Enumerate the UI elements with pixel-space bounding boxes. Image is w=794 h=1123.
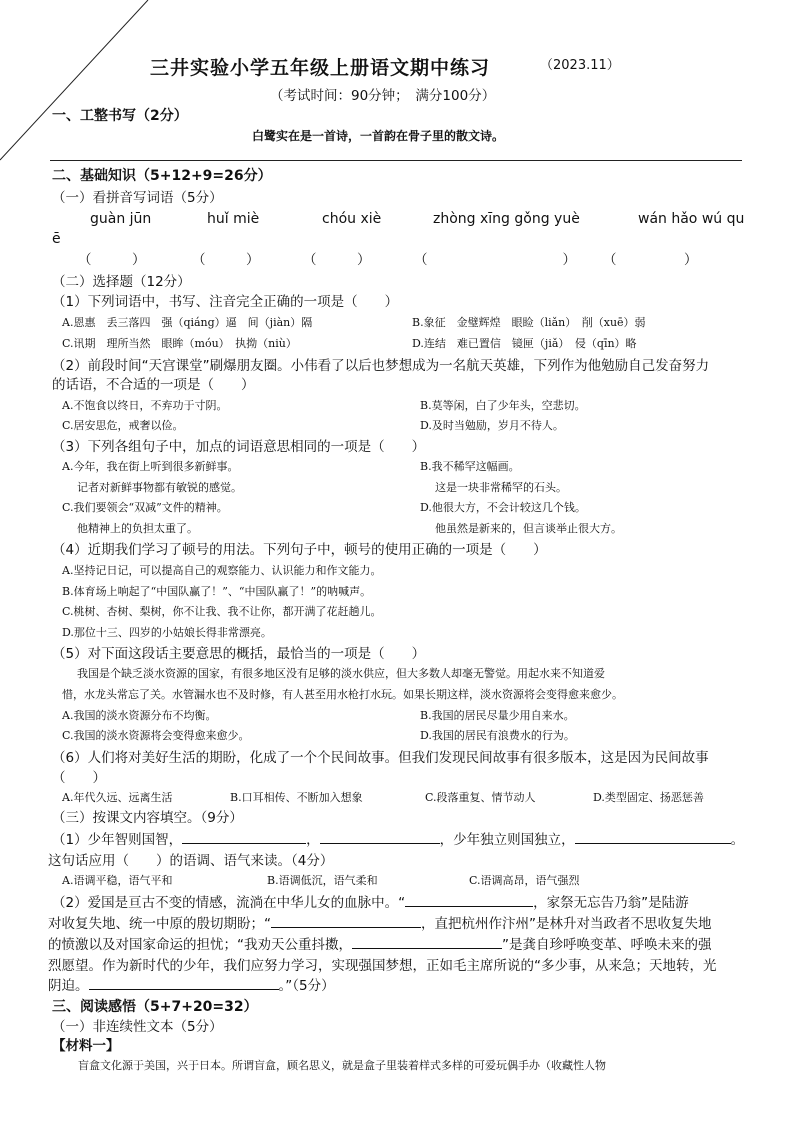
fill-blank-7[interactable] bbox=[89, 976, 279, 990]
q2-option-c[interactable]: C.居安思危，戒奢以俭。 bbox=[62, 419, 184, 432]
pinyin-wrap: ē bbox=[52, 231, 61, 247]
q4-stem: （4）近期我们学习了顿号的用法。下列句子中，顿号的使用正确的一项是（ ） bbox=[52, 542, 547, 558]
fill-blank-5[interactable] bbox=[271, 914, 421, 928]
pinyin-3: chóu xiè bbox=[322, 211, 382, 227]
part1-heading: 一、工整书写（2分） bbox=[52, 108, 188, 124]
sec1-heading: （一）看拼音写词语（5分） bbox=[52, 190, 223, 206]
q6-option-b[interactable]: B.口耳相传、不断加入想象 bbox=[230, 791, 363, 804]
fill-q1-line2: 这句话应用（ ）的语调、语气来读。（4分） bbox=[48, 853, 334, 869]
fill-q2-line4: 烈愿望。作为新时代的少年，我们应努力学习，实现强国梦想，正如毛主席所说的“多少事，从来急；天地转，光 bbox=[48, 958, 717, 974]
fill-q1-text-c: ，少年独立则国独立， bbox=[439, 832, 575, 848]
answer-paren-4[interactable]: （ ） bbox=[414, 252, 576, 268]
fill-blank-6[interactable] bbox=[352, 935, 502, 949]
sec3-heading: （三）按课文内容填空。（9分） bbox=[52, 810, 243, 826]
q5-stem: （5）对下面这段话主要意思的概括，最恰当的一项是（ ） bbox=[52, 646, 426, 662]
part2-heading: 二、基础知识（5+12+9=26分） bbox=[52, 168, 272, 184]
q1-stem: （1）下列词语中，书写、注音完全正确的一项是（ ） bbox=[52, 294, 399, 310]
q4-option-c[interactable]: C.桃树、杏树、梨树，你不让我、我不让你，都开满了花赶趟儿。 bbox=[62, 605, 382, 618]
q1-option-c[interactable]: C.讯期 理所当然 眼眸（móu） 执拗（niù） bbox=[62, 337, 297, 350]
q6-option-c[interactable]: C.段落重复、情节动人 bbox=[425, 791, 536, 804]
fill-blank-2[interactable] bbox=[320, 830, 440, 844]
q6-option-a[interactable]: A.年代久远、远离生活 bbox=[62, 791, 173, 804]
pinyin-1: guàn jūn bbox=[90, 211, 152, 227]
fill-q2-text-g: 阴迫。 bbox=[48, 978, 89, 994]
fill-q1-option-a[interactable]: A.语调平稳，语气平和 bbox=[62, 874, 173, 887]
fill-blank-1[interactable] bbox=[182, 830, 306, 844]
q3-option-c-line1[interactable]: C.我们要领会“双减”文件的精神。 bbox=[62, 501, 228, 514]
material-label: 【材料一】 bbox=[52, 1038, 120, 1054]
q4-option-a[interactable]: A.坚持记日记，可以提高自己的观察能力、认识能力和作文能力。 bbox=[62, 564, 382, 577]
sec2-heading: （二）选择题（12分） bbox=[52, 274, 191, 290]
fill-q2-line5 bbox=[48, 976, 335, 996]
q6-stem-line1: （6）人们将对美好生活的期盼，化成了一个个民间故事。但我们发现民间故事有很多版本，这是因为民间故事 bbox=[52, 750, 709, 766]
fill-q1-text-d: 。 bbox=[730, 832, 745, 848]
fill-q2-text-d: ，直把杭州作汴州”是林升对当政者不思收复失地 bbox=[421, 916, 712, 932]
fill-blank-4[interactable] bbox=[405, 893, 533, 907]
part3-sec1-heading: （一）非连续性文本（5分） bbox=[52, 1019, 223, 1035]
q5-option-a[interactable]: A.我国的淡水资源分布不均衡。 bbox=[62, 709, 217, 722]
corner-diagonal-line bbox=[0, 0, 160, 170]
q5-passage-line2: 惜，水龙头常忘了关。水管漏水也不及时修，有人甚至用水枪打水玩。如果长期这样，淡水资源将会变得愈来愈少。 bbox=[62, 688, 623, 701]
exam-subtitle: （考试时间：90分钟； 满分100分） bbox=[270, 88, 496, 104]
fill-q2-text-b: ，家祭无忘告乃翁”是陆游 bbox=[533, 895, 689, 911]
q1-option-a[interactable]: A.恩惠 丢三落四 强（qiáng）逼 间（jiàn）隔 bbox=[62, 316, 313, 329]
q4-option-b[interactable]: B.体育场上响起了“中国队赢了！”、“中国队赢了！”的呐喊声。 bbox=[62, 585, 372, 598]
q2-option-a[interactable]: A.不饱食以终日，不弃功于寸阴。 bbox=[62, 399, 228, 412]
fill-q2-text-c: 对收复失地、统一中原的殷切期盼；“ bbox=[48, 916, 271, 932]
q4-option-d[interactable]: D.那位十三、四岁的小姑娘长得非常漂亮。 bbox=[62, 626, 272, 639]
fill-q2-line2 bbox=[48, 914, 712, 934]
q5-option-b[interactable]: B.我国的居民尽量少用自来水。 bbox=[420, 709, 575, 722]
section-divider bbox=[50, 160, 742, 161]
pinyin-5: wán hǎo wú qu bbox=[638, 211, 745, 227]
fill-q2-text-h: 。”（5分） bbox=[278, 978, 335, 994]
q3-option-a-line1[interactable]: A.今年，我在街上听到很多新鲜事。 bbox=[62, 460, 239, 473]
pinyin-4: zhòng xīng gǒng yuè bbox=[433, 211, 580, 227]
pinyin-2: huǐ miè bbox=[207, 211, 260, 227]
fill-q2-text-a: （2）爱国是亘古不变的情感，流淌在中华儿女的血脉中。“ bbox=[52, 895, 406, 911]
q2-option-b[interactable]: B.莫等闲，白了少年头，空悲切。 bbox=[420, 399, 586, 412]
answer-paren-2[interactable]: （ ） bbox=[192, 252, 260, 268]
fill-q1-option-b[interactable]: B.语调低沉，语气柔和 bbox=[267, 874, 378, 887]
fill-q2-text-e: 的愤激以及对国家命运的担忧；“我劝天公重抖擞， bbox=[48, 937, 352, 953]
q2-stem-line2: 的话语，不合适的一项是（ ） bbox=[52, 377, 255, 393]
fill-q1-text-a: （1）少年智则国智， bbox=[52, 832, 183, 848]
material-text: 盲盒文化源于美国，兴于日本。所谓盲盒，顾名思义，就是盒子里装着样式多样的可爱玩偶手办（收藏性人物 bbox=[78, 1059, 606, 1072]
q6-stem-line2[interactable]: （ ） bbox=[52, 770, 106, 786]
q1-option-d[interactable]: D.连结 难已置信 镜匣（jiǎ） 侵（qīn）略 bbox=[412, 337, 637, 350]
fill-q1-text-b: ， bbox=[306, 832, 320, 848]
fill-q1-option-c[interactable]: C.语调高昂，语气强烈 bbox=[469, 874, 580, 887]
q3-option-b-line1[interactable]: B.我不稀罕这幅画。 bbox=[420, 460, 520, 473]
q3-option-d-line2: 他虽然是新来的，但言谈举止很大方。 bbox=[435, 522, 622, 535]
q2-stem-line1: （2）前段时间“天宫课堂”刷爆朋友圈。小伟看了以后也梦想成为一名航天英雄，下列作为他勉励自己发奋努力 bbox=[52, 358, 710, 374]
exam-date: （2023.11） bbox=[540, 58, 620, 73]
q3-stem: （3）下列各组句子中，加点的词语意思相同的一项是（ ） bbox=[52, 439, 426, 455]
q5-option-c[interactable]: C.我国的淡水资源将会变得愈来愈少。 bbox=[62, 729, 250, 742]
fill-q2-line1 bbox=[52, 893, 689, 913]
exam-title: 三井实验小学五年级上册语文期中练习 bbox=[150, 57, 491, 79]
q3-option-c-line2: 他精神上的负担太重了。 bbox=[77, 522, 198, 535]
answer-paren-5[interactable]: （ ） bbox=[603, 252, 698, 268]
q5-passage-line1: 我国是个缺乏淡水资源的国家，有很多地区没有足够的淡水供应，但大多数人却毫无警觉。用起水来不知道爱 bbox=[77, 667, 605, 680]
answer-paren-1[interactable]: （ ） bbox=[78, 252, 146, 268]
q6-option-d[interactable]: D.类型固定、扬恶惩善 bbox=[593, 791, 704, 804]
fill-q1-line1 bbox=[52, 830, 744, 850]
fill-q2-line3 bbox=[48, 935, 712, 955]
q5-option-d[interactable]: D.我国的居民有浪费水的行为。 bbox=[420, 729, 575, 742]
fill-q2-text-f: ”是龚自珍呼唤变革、呼唤未来的强 bbox=[502, 937, 712, 953]
answer-paren-3[interactable]: （ ） bbox=[303, 252, 371, 268]
q2-option-d[interactable]: D.及时当勉励，岁月不待人。 bbox=[420, 419, 564, 432]
handwriting-sentence: 白鹭实在是一首诗，一首韵在骨子里的散文诗。 bbox=[252, 129, 505, 143]
fill-blank-3[interactable] bbox=[575, 830, 731, 844]
q3-option-d-line1[interactable]: D.他很大方，不会计较这几个钱。 bbox=[420, 501, 586, 514]
q1-option-b[interactable]: B.象征 金璧辉煌 眼睑（liǎn） 削（xuē）弱 bbox=[412, 316, 646, 329]
q3-option-a-line2: 记者对新鲜事物都有敏锐的感觉。 bbox=[77, 481, 242, 494]
part3-heading: 三、阅读感悟（5+7+20=32） bbox=[52, 999, 258, 1015]
q3-option-b-line2: 这是一块非常稀罕的石头。 bbox=[435, 481, 567, 494]
